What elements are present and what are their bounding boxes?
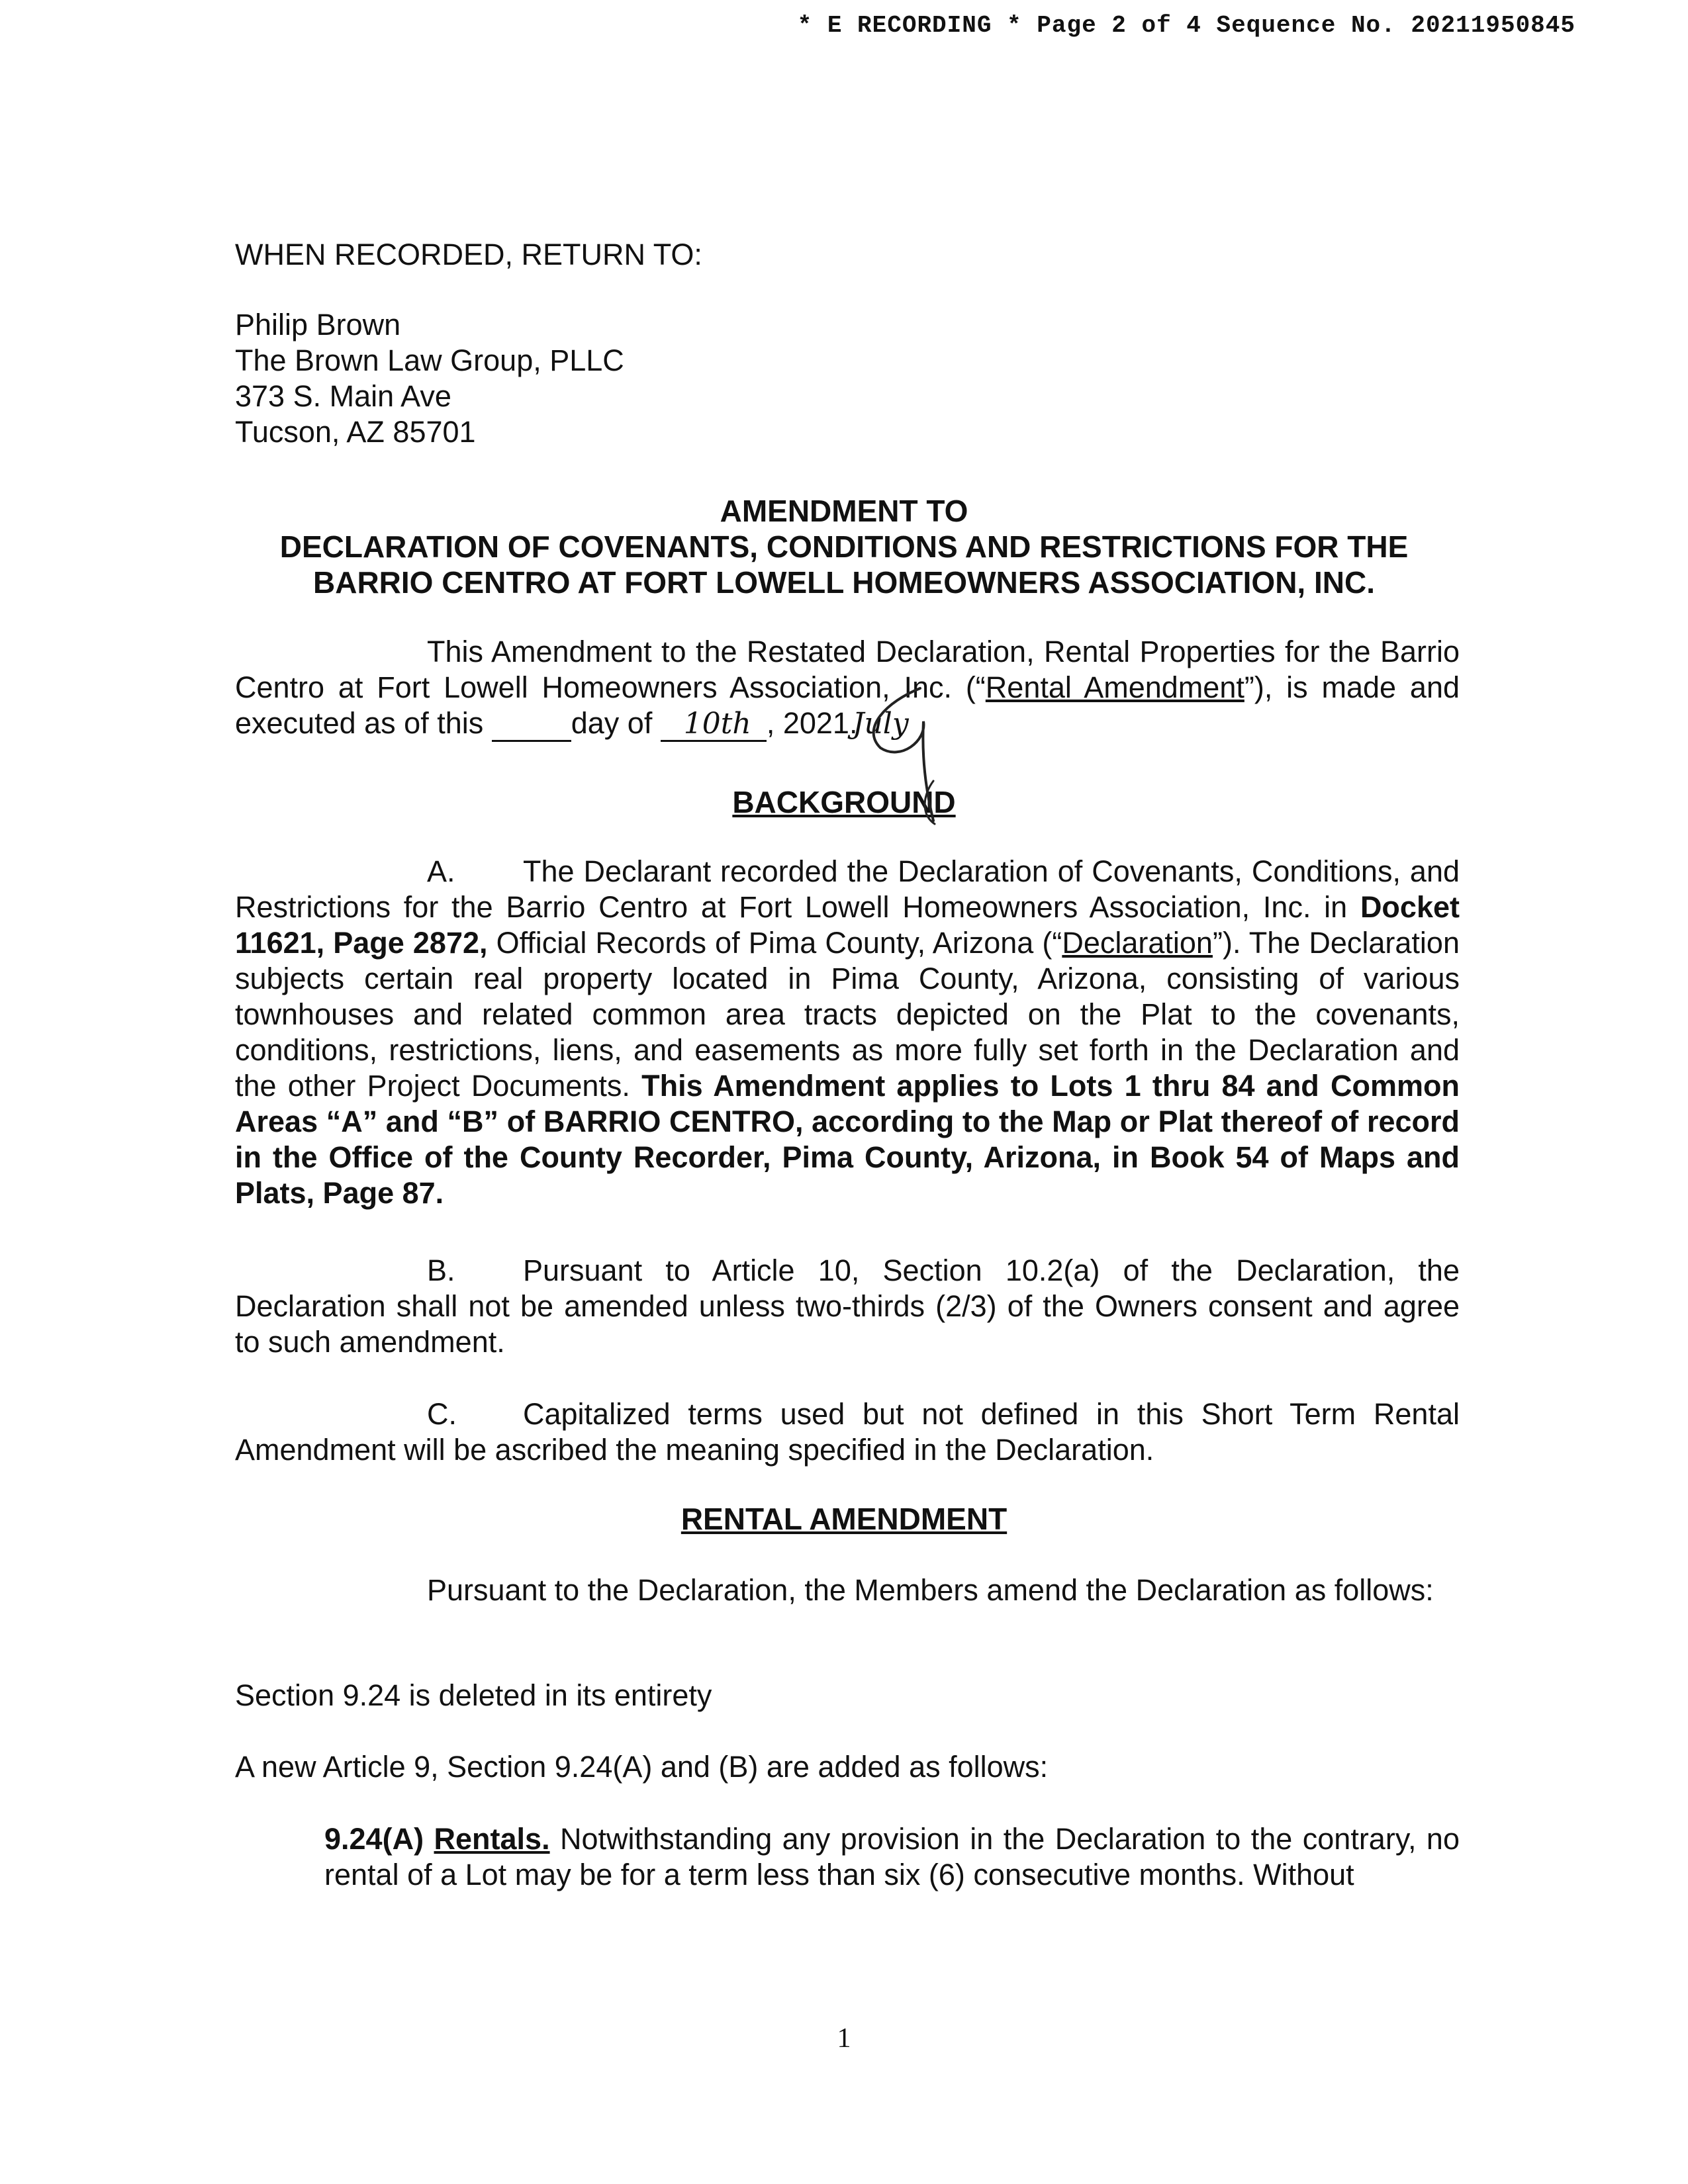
section-text: Notwithstanding any provision in the Declaration to the contrary, no rental of a Lot may be for a term less than six (6) consecutive months. Without	[324, 1822, 1460, 1891]
document-title	[199, 493, 1489, 600]
recital-b	[235, 1253, 1460, 1360]
applicability-statement: This Amendment applies to Lots 1 thru 84 and Common Areas “A” and “B” of BARRIO CENTRO, according to the Map or Plat thereof of record in the Office of the County Recorder, Pima County, Arizona, in Book 54 of Maps and Plats, Page 87.	[235, 1069, 1460, 1210]
recital-a	[235, 854, 1460, 1211]
declaration-term: Declaration	[1062, 926, 1213, 960]
title-line: DECLARATION OF COVENANTS, CONDITIONS AND RESTRICTIONS FOR THE	[279, 529, 1409, 564]
recital-marker: A.	[427, 854, 455, 888]
address-line: Philip Brown	[235, 308, 401, 341]
address-line: The Brown Law Group, PLLC	[235, 343, 624, 377]
recital-text: ”). The Declaration subjects certain real property located in Pima County, Arizona, consisting of various townhouses and related common area tracts depicted on the Plat to the covenants, conditions, restrictions, liens, and easements as more fully set forth in the Declaration and the other Project Documents.	[235, 926, 1460, 1103]
handwritten-day: 10th	[492, 708, 571, 742]
intro-text: day of	[571, 706, 661, 740]
intro-text: This Amendment to the Restated Declaration, Rental Properties for the Barrio Centro at Fort Lowell Homeowners Association, Inc. (“	[235, 635, 1460, 704]
address-line: 373 S. Main Ave	[235, 379, 451, 413]
address-line: Tucson, AZ 85701	[235, 415, 476, 449]
section-deleted-line: Section 9.24 is deleted in its entirety	[235, 1678, 712, 1712]
recital-c	[235, 1396, 1460, 1468]
intro-year: , 2021.	[766, 706, 858, 740]
recital-marker: B.	[427, 1253, 455, 1287]
rental-amendment-heading: RENTAL AMENDMENT	[680, 1502, 1008, 1536]
section-number: 9.24(A)	[324, 1822, 424, 1856]
return-to-label: WHEN RECORDED, RETURN TO:	[235, 238, 702, 271]
title-line: BARRIO CENTRO AT FORT LOWELL HOMEOWNERS ASSOCIATION, INC.	[313, 565, 1375, 600]
recital-text: Official Records of Pima County, Arizona (“	[487, 926, 1062, 960]
section-title: Rentals.	[434, 1822, 550, 1856]
handwritten-month: July	[661, 708, 767, 742]
section-924a	[324, 1821, 1460, 1893]
docket-reference: Docket 11621, Page 2872,	[235, 890, 1460, 960]
recital-text: The Declarant recorded the Declaration of Covenants, Conditions, and Restrictions for the Barrio Centro at Fort Lowell Homeowners Association, Inc. in	[235, 854, 1460, 924]
page-number: 1	[837, 2023, 851, 2054]
background-heading: BACKGROUND	[732, 785, 956, 819]
return-address	[235, 307, 1460, 450]
rental-amendment-term: Rental Amendment	[985, 670, 1244, 704]
recording-header: * E RECORDING * Page 2 of 4 Sequence No. 20211950845	[797, 12, 1575, 39]
recital-text: Pursuant to Article 10, Section 10.2(a) of the Declaration, the Declaration shall not be amended unless two-thirds (2/3) of the Owners consent and agree to such amendment.	[235, 1253, 1460, 1359]
intro-paragraph	[235, 634, 1460, 742]
recital-marker: C.	[427, 1397, 457, 1431]
recital-text: Capitalized terms used but not defined in this Short Term Rental Amendment will be ascribed the meaning specified in the Declaration.	[235, 1397, 1460, 1467]
pursuant-paragraph: Pursuant to the Declaration, the Members amend the Declaration as follows:	[427, 1573, 1434, 1607]
intro-text: ”), is made and executed as of this	[235, 670, 1460, 740]
section-added-line: A new Article 9, Section 9.24(A) and (B) are added as follows:	[235, 1750, 1049, 1784]
title-line: AMENDMENT TO	[720, 494, 968, 528]
